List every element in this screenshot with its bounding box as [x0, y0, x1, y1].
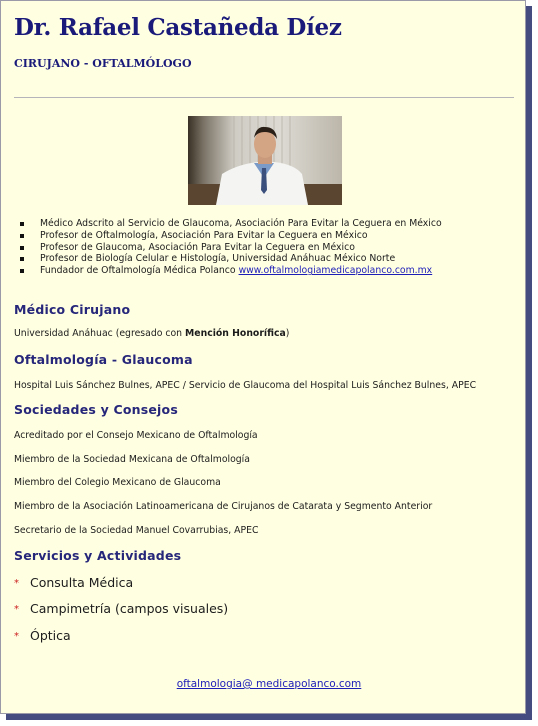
glaucoma-text: Hospital Luis Sánchez Bulnes, APEC / Servicio de Glaucoma del Hospital Luis Sánchez Bulnes, APEC: [14, 380, 477, 391]
service-item: * Campimetría (campos visuales): [14, 601, 229, 616]
positions-list: [0, 218, 442, 277]
divider: [14, 97, 514, 98]
specialty-title: CIRUJANO - OFTALMÓLOGO: [14, 57, 192, 70]
list-item: Médico Adscrito al Servicio de Glaucoma, Asociación Para Evitar la Ceguera en México: [0, 218, 442, 230]
email-link[interactable]: oftalmologia@ medicapolanco.com: [176, 678, 362, 690]
society-item: Miembro del Colegio Mexicano de Glaucoma: [14, 477, 221, 488]
founder-label: Fundador de Oftalmología Médica Polanco: [40, 265, 236, 277]
asterisk-icon: *: [14, 631, 19, 642]
list-item: Profesor de Glaucoma, Asociación Para Evitar la Ceguera en México: [0, 242, 442, 254]
list-item: [0, 265, 442, 277]
asterisk-icon: *: [14, 578, 19, 589]
section-title-societies: Sociedades y Consejos: [14, 402, 178, 417]
society-item: Miembro de la Sociedad Mexicana de Oftalmología: [14, 454, 250, 465]
society-item: Acreditado por el Consejo Mexicano de Oftalmología: [14, 430, 258, 441]
surgeon-text: Universidad Anáhuac (egresado con Mención Honorífica): [14, 328, 290, 339]
section-title-glaucoma: Oftalmología - Glaucoma: [14, 352, 193, 367]
honor-mention: Mención Honorífica: [185, 328, 286, 339]
section-title-surgeon: Médico Cirujano: [14, 302, 131, 317]
website-link[interactable]: www.oftalmologiamedicapolanco.com.mx: [238, 265, 433, 277]
service-item: * Consulta Médica: [14, 575, 134, 590]
section-title-services: Servicios y Actividades: [14, 548, 182, 563]
list-item: Profesor de Biología Celular e Histología, Universidad Anáhuac México Norte: [0, 253, 442, 265]
asterisk-icon: *: [14, 604, 19, 615]
society-item: Secretario de la Sociedad Manuel Covarrubias, APEC: [14, 525, 259, 536]
doctor-photo: [188, 116, 342, 205]
society-item: Miembro de la Asociación Latinoamericana de Cirujanos de Catarata y Segmento Anterior: [14, 501, 433, 512]
list-item: Profesor de Oftalmología, Asociación Para Evitar la Ceguera en México: [0, 230, 442, 242]
service-item: * Óptica: [14, 628, 71, 643]
doctor-name: Dr. Rafael Castañeda Díez: [14, 14, 342, 41]
